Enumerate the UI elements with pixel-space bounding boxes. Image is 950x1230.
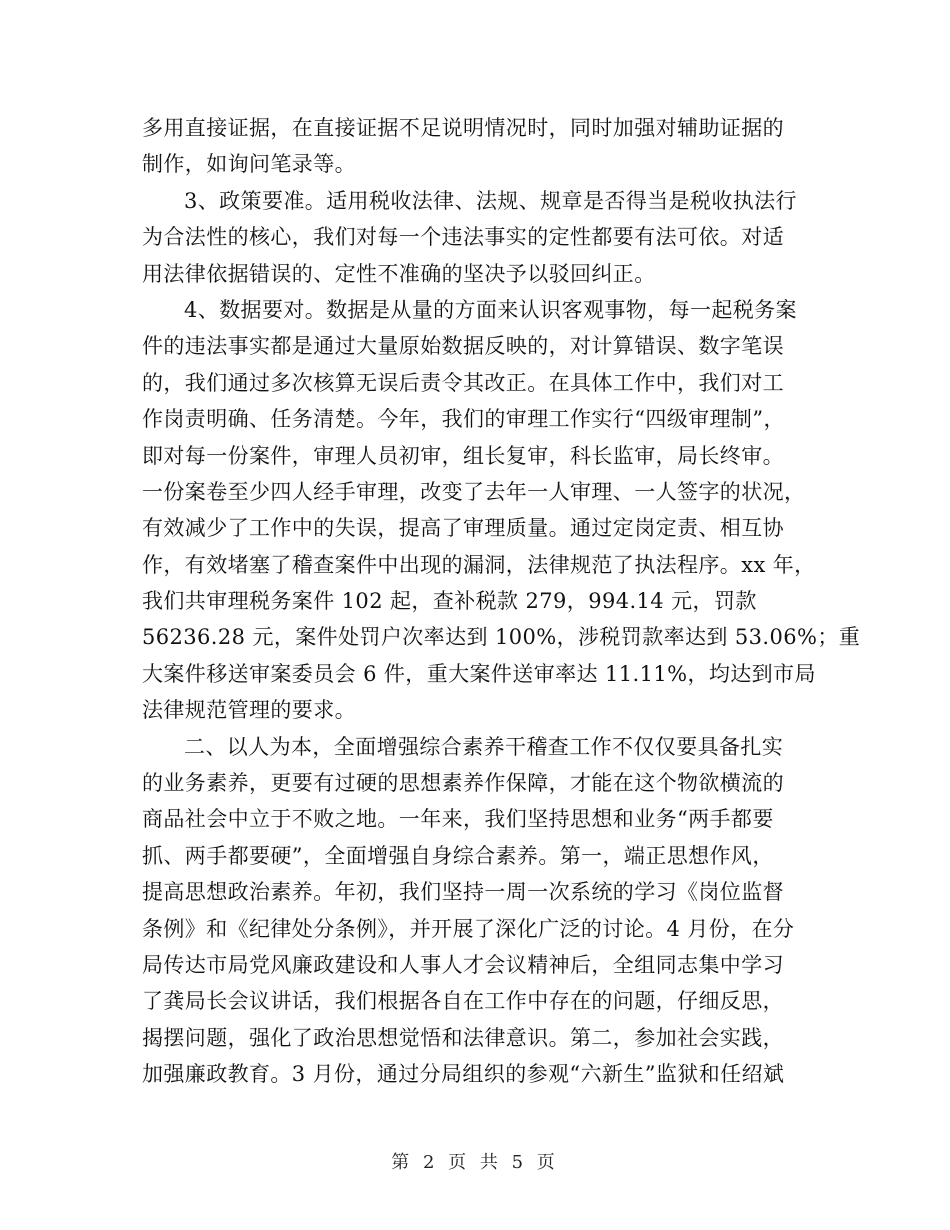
text-line: 商品社会中立于不败之地。一年来，我们坚持思想和业务“两手都要 bbox=[142, 807, 774, 832]
text-line: 作岗责明确、任务清楚。今年，我们的审理工作实行“四级审理制”， bbox=[142, 407, 785, 432]
text-line: 我们共审理税务案件 102 起，查补税款 279，994.14 元，罚款 bbox=[142, 589, 757, 614]
text-line: 56236.28 元，案件处罚户次率达到 100%，涉税罚款率达到 53.06%；重 bbox=[142, 625, 861, 650]
paragraph-start-line: 二、以人为本，全面增强综合素养干稽查工作不仅仅要具备扎实 bbox=[184, 734, 784, 759]
text-line: 多用直接证据，在直接证据不足说明情况时，同时加强对辅助证据的 bbox=[142, 116, 784, 140]
text-line: 局传达市局党风廉政建设和人事人才会议精神后，全组同志集中学习 bbox=[142, 952, 784, 977]
text-line: 抓、两手都要硬”，全面增强自身综合素养。第一，端正思想作风， bbox=[142, 843, 774, 868]
text-line: 了龚局长会议讲话，我们根据各自在工作中存在的问题，仔细反思， bbox=[142, 989, 784, 1014]
text-line: 的，我们通过多次核算无误后责令其改正。在具体工作中，我们对工 bbox=[142, 370, 784, 395]
text-line: 为合法性的核心，我们对每一个违法事实的定性都要有法可依。对适 bbox=[142, 225, 784, 250]
text-line: 揭摆问题，强化了政治思想觉悟和法律意识。第二，参加社会实践， bbox=[142, 1025, 784, 1050]
text-line: 法律规范管理的要求。 bbox=[142, 698, 356, 723]
text-line: 大案件移送审案委员会 6 件，重大案件送审率达 11.11%，均达到市局 bbox=[142, 661, 816, 686]
text-line: 用法律依据错误的、定性不准确的坚决予以驳回纠正。 bbox=[142, 261, 656, 286]
text-line: 一份案卷至少四人经手审理，改变了去年一人审理、一人签字的状况， bbox=[142, 479, 806, 504]
text-line: 提高思想政治素养。年初，我们坚持一周一次系统的学习《岗位监督 bbox=[142, 880, 784, 905]
document-body bbox=[142, 110, 861, 1093]
text-line: 制作，如询问笔录等。 bbox=[142, 152, 356, 177]
paragraph-start-line: 3、政策要准。适用税收法律、法规、规章是否得当是税收执法行 bbox=[184, 188, 797, 213]
text-line: 作，有效堵塞了稽查案件中出现的漏洞，法律规范了执法程序。xx 年， bbox=[142, 552, 816, 577]
page-number-footer: 第 2 页 共 5 页 bbox=[391, 1152, 559, 1173]
paragraph-start-line: 4、数据要对。数据是从量的方面来认识客观事物，每一起税务案 bbox=[184, 297, 797, 322]
text-line: 的业务素养，更要有过硬的思想素养作保障，才能在这个物欲横流的 bbox=[142, 771, 784, 796]
text-line: 条例》和《纪律处分条例》，并开展了深化广泛的讨论。4 月份，在分 bbox=[142, 916, 795, 941]
text-line: 件的违法事实都是通过大量原始数据反映的，对计算错误、数字笔误 bbox=[142, 334, 784, 359]
text-line: 即对每一份案件，审理人员初审，组长复审，科长监审，局长终审。 bbox=[142, 443, 784, 468]
text-line: 有效减少了工作中的失误，提高了审理质量。通过定岗定责、相互协 bbox=[142, 516, 784, 541]
text-line: 加强廉政教育。3 月份，通过分局组织的参观“六新生”监狱和任绍斌 bbox=[142, 1062, 785, 1087]
